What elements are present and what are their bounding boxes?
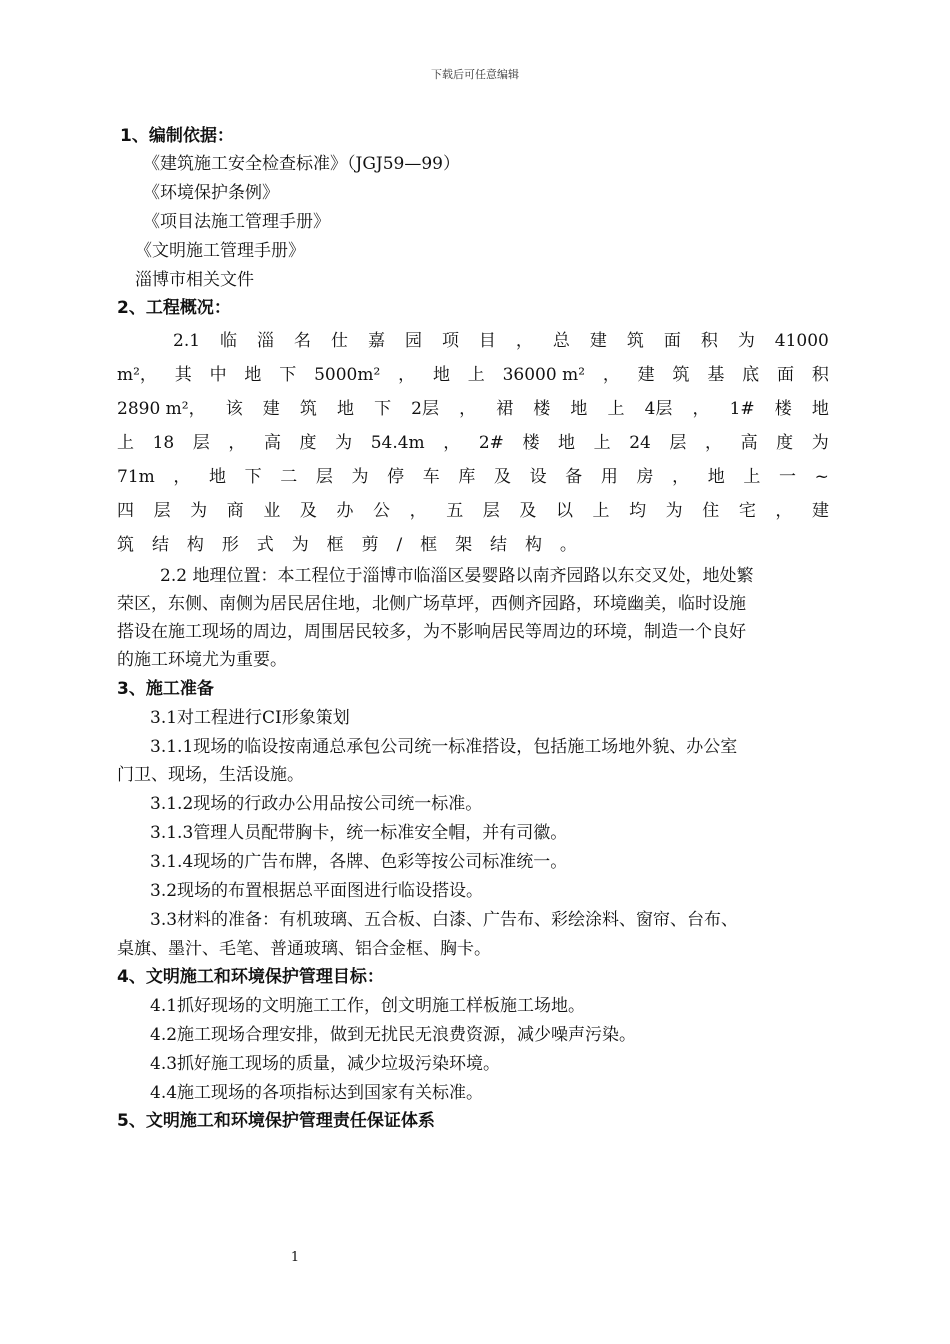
- text-token: 上: [743, 467, 761, 487]
- text-token: 层: [192, 433, 210, 453]
- text-token: 为: [351, 467, 369, 487]
- text-token: 办: [336, 501, 354, 521]
- text-token: 高: [263, 433, 281, 453]
- text-token: 构: [524, 535, 542, 555]
- text-token: 层: [669, 433, 687, 453]
- text-token: ，: [443, 433, 461, 453]
- text-token: 面: [663, 331, 681, 351]
- text-token: 仕: [330, 331, 348, 351]
- paragraph-line: 搭设在施工现场的周边，周围居民较多，为不影响居民等周边的环境，制造一个良好: [117, 622, 746, 642]
- text-token: 及: [494, 467, 512, 487]
- text-token: 构: [186, 535, 204, 555]
- text-token: 框: [420, 535, 438, 555]
- text-token: 度: [776, 433, 794, 453]
- text-token: 下: [374, 399, 392, 419]
- text-token: ~: [814, 467, 829, 487]
- list-item: 3.1.4现场的广告布牌，各牌、色彩等按公司标准统一。: [150, 852, 568, 872]
- section-3-title: 3、施工准备: [117, 679, 214, 699]
- text-token: ，: [409, 501, 427, 521]
- text-token: 住: [702, 501, 720, 521]
- text-token: 下: [244, 467, 262, 487]
- text-token: /: [396, 535, 403, 555]
- text-token: 41000: [774, 331, 829, 351]
- text-token: 建: [589, 331, 607, 351]
- text-token: 36000 m²: [502, 365, 586, 385]
- text-token: 库: [458, 467, 476, 487]
- text-token: 面: [776, 365, 794, 385]
- text-token: 建: [262, 399, 280, 419]
- text-token: 裙: [496, 399, 514, 419]
- text-token: 结: [151, 535, 169, 555]
- text-token: 形: [221, 535, 239, 555]
- text-token: m²，: [117, 365, 157, 385]
- text-token: ，: [515, 331, 533, 351]
- text-token: 地: [707, 467, 725, 487]
- reference-item: 《文明施工管理手册》: [135, 241, 305, 261]
- text-token: 设: [529, 467, 547, 487]
- text-token: ，: [692, 399, 710, 419]
- list-item: 3.3材料的准备：有机玻璃、五合板、白漆、广告布、彩绘涂料、窗帘、台布、: [150, 910, 739, 930]
- reference-item: 《环境保护条例》: [143, 183, 279, 203]
- justified-line: [117, 398, 829, 420]
- text-token: 嘉: [367, 331, 385, 351]
- paragraph-line: 2.2 地理位置：本工程位于淄博市临淄区晏婴路以南齐园路以东交叉处，地处繁: [160, 566, 754, 586]
- text-token: 名: [294, 331, 311, 351]
- text-token: 五: [446, 501, 464, 521]
- text-token: ，: [398, 365, 416, 385]
- page-number: 1: [290, 1250, 300, 1265]
- text-token: 楼: [533, 399, 551, 419]
- text-token: 目: [478, 331, 496, 351]
- text-token: 临: [220, 331, 238, 351]
- text-token: 宅: [738, 501, 756, 521]
- text-token: ，: [602, 365, 620, 385]
- justified-line: [117, 534, 577, 556]
- section-1-title: 1、编制依据：: [120, 126, 234, 146]
- text-token: 下: [279, 365, 297, 385]
- text-token: 基: [707, 365, 725, 385]
- list-item: 3.1.3管理人员配带胸卡，统一标准安全帽，并有司徽。: [150, 823, 568, 843]
- text-token: ，: [173, 467, 191, 487]
- text-token: 高: [740, 433, 758, 453]
- text-token: 楼: [522, 433, 540, 453]
- text-token: 为: [737, 331, 755, 351]
- text-token: 为: [291, 535, 309, 555]
- text-token: 地: [244, 365, 262, 385]
- text-token: 商: [226, 501, 244, 521]
- text-token: 式: [256, 535, 274, 555]
- justified-line: [117, 466, 829, 488]
- text-token: 上: [467, 365, 485, 385]
- text-token: 筑: [299, 399, 317, 419]
- text-token: 地: [570, 399, 588, 419]
- text-token: 为: [335, 433, 353, 453]
- text-token: 度: [299, 433, 317, 453]
- list-item: 3.1.1现场的临设按南通总承包公司统一标准搭设，包括施工场地外貌、办公室: [150, 737, 738, 757]
- reference-item: 《建筑施工安全检查标准》（JGJ59—99）: [143, 154, 460, 174]
- text-token: 层: [153, 501, 171, 521]
- text-token: 上: [593, 433, 611, 453]
- text-token: 18: [152, 433, 175, 453]
- text-token: 用: [600, 467, 618, 487]
- text-token: 结: [490, 535, 508, 555]
- text-token: 停: [387, 467, 405, 487]
- text-token: 1#: [729, 399, 755, 419]
- section-4-title: 4、文明施工和环境保护管理目标：: [117, 967, 384, 987]
- text-token: 筑: [117, 535, 134, 555]
- text-token: 中: [209, 365, 227, 385]
- text-token: 层: [315, 467, 333, 487]
- text-token: 及: [299, 501, 317, 521]
- text-token: 24: [629, 433, 651, 453]
- text-token: 5000m²: [314, 365, 381, 385]
- text-token: 2层: [411, 399, 439, 419]
- justified-line: [173, 330, 829, 352]
- justified-line: [117, 364, 829, 386]
- text-token: 框: [326, 535, 344, 555]
- text-token: 地: [209, 467, 227, 487]
- list-item: 3.1.2现场的行政办公用品按公司统一标准。: [150, 794, 483, 814]
- text-token: 楼: [774, 399, 792, 419]
- text-token: 项: [441, 331, 459, 351]
- text-token: 该: [225, 399, 243, 419]
- text-token: 上: [592, 501, 610, 521]
- text-token: 备: [565, 467, 583, 487]
- list-item: 门卫、现场，生活设施。: [117, 765, 304, 785]
- justified-line: [117, 432, 829, 454]
- text-token: 一: [779, 467, 797, 487]
- list-item: 4.4施工现场的各项指标达到国家有关标准。: [150, 1083, 484, 1103]
- list-item: 4.1抓好现场的文明施工工作，创文明施工样板施工场地。: [150, 996, 586, 1016]
- section-2-title: 2、工程概况：: [117, 298, 231, 318]
- text-token: 筑: [672, 365, 690, 385]
- text-token: 积: [700, 331, 718, 351]
- justified-line: [117, 500, 829, 522]
- text-token: ，: [228, 433, 246, 453]
- text-token: 地: [432, 365, 450, 385]
- text-token: 车: [422, 467, 440, 487]
- text-token: 。: [559, 535, 577, 555]
- text-token: 层: [482, 501, 500, 521]
- text-token: 及: [519, 501, 537, 521]
- list-item: 3.1对工程进行CI形象策划: [150, 708, 350, 728]
- text-token: 二: [280, 467, 298, 487]
- text-token: 建: [637, 365, 655, 385]
- list-item: 4.3抓好施工现场的质量，减少垃圾污染环境。: [150, 1054, 501, 1074]
- text-token: 71m: [117, 467, 155, 487]
- text-token: 以: [555, 501, 573, 521]
- text-token: 为: [665, 501, 683, 521]
- text-token: 上: [117, 433, 134, 453]
- section-5-title: 5、文明施工和环境保护管理责任保证体系: [117, 1111, 435, 1131]
- page-header: 下载后可任意编辑: [431, 68, 519, 81]
- text-token: 2890 m²，: [117, 399, 206, 419]
- text-token: ，: [775, 501, 793, 521]
- text-token: 54.4m: [370, 433, 425, 453]
- text-token: 为: [190, 501, 208, 521]
- text-token: 建: [811, 501, 829, 521]
- text-token: ，: [459, 399, 477, 419]
- text-token: 园: [404, 331, 422, 351]
- list-item: 4.2施工现场合理安排，做到无扰民无浪费资源，减少噪声污染。: [150, 1025, 637, 1045]
- text-token: 业: [263, 501, 281, 521]
- text-token: ，: [672, 467, 690, 487]
- text-token: 底: [742, 365, 760, 385]
- text-token: 均: [629, 501, 647, 521]
- text-token: 房: [636, 467, 654, 487]
- list-item: 3.2现场的布置根据总平面图进行临设搭设。: [150, 881, 484, 901]
- text-token: 2.1: [173, 331, 201, 351]
- text-token: 淄: [257, 331, 275, 351]
- text-token: 地: [336, 399, 354, 419]
- paragraph-line: 荣区，东侧、南侧为居民居住地，北侧广场草坪，西侧齐园路，环境幽美，临时设施: [117, 594, 746, 614]
- text-token: ，: [705, 433, 722, 453]
- text-token: 积: [811, 365, 829, 385]
- text-token: 上: [607, 399, 625, 419]
- text-token: 筑: [626, 331, 644, 351]
- text-token: 剪: [361, 535, 379, 555]
- reference-item: 《项目法施工管理手册》: [143, 212, 330, 232]
- list-item: 桌旗、墨汁、毛笔、普通玻璃、铝合金框、胸卡。: [117, 939, 491, 959]
- text-token: 地: [811, 399, 829, 419]
- text-token: 四: [117, 501, 134, 521]
- text-token: 4层: [644, 399, 673, 419]
- text-token: 其: [174, 365, 192, 385]
- text-token: 架: [455, 535, 473, 555]
- text-token: 公: [373, 501, 391, 521]
- text-token: 为: [811, 433, 829, 453]
- reference-item: 淄博市相关文件: [135, 270, 254, 290]
- text-token: 2#: [478, 433, 504, 453]
- paragraph-line: 的施工环境尤为重要。: [117, 650, 287, 670]
- text-token: 总: [552, 331, 570, 351]
- text-token: 地: [558, 433, 576, 453]
